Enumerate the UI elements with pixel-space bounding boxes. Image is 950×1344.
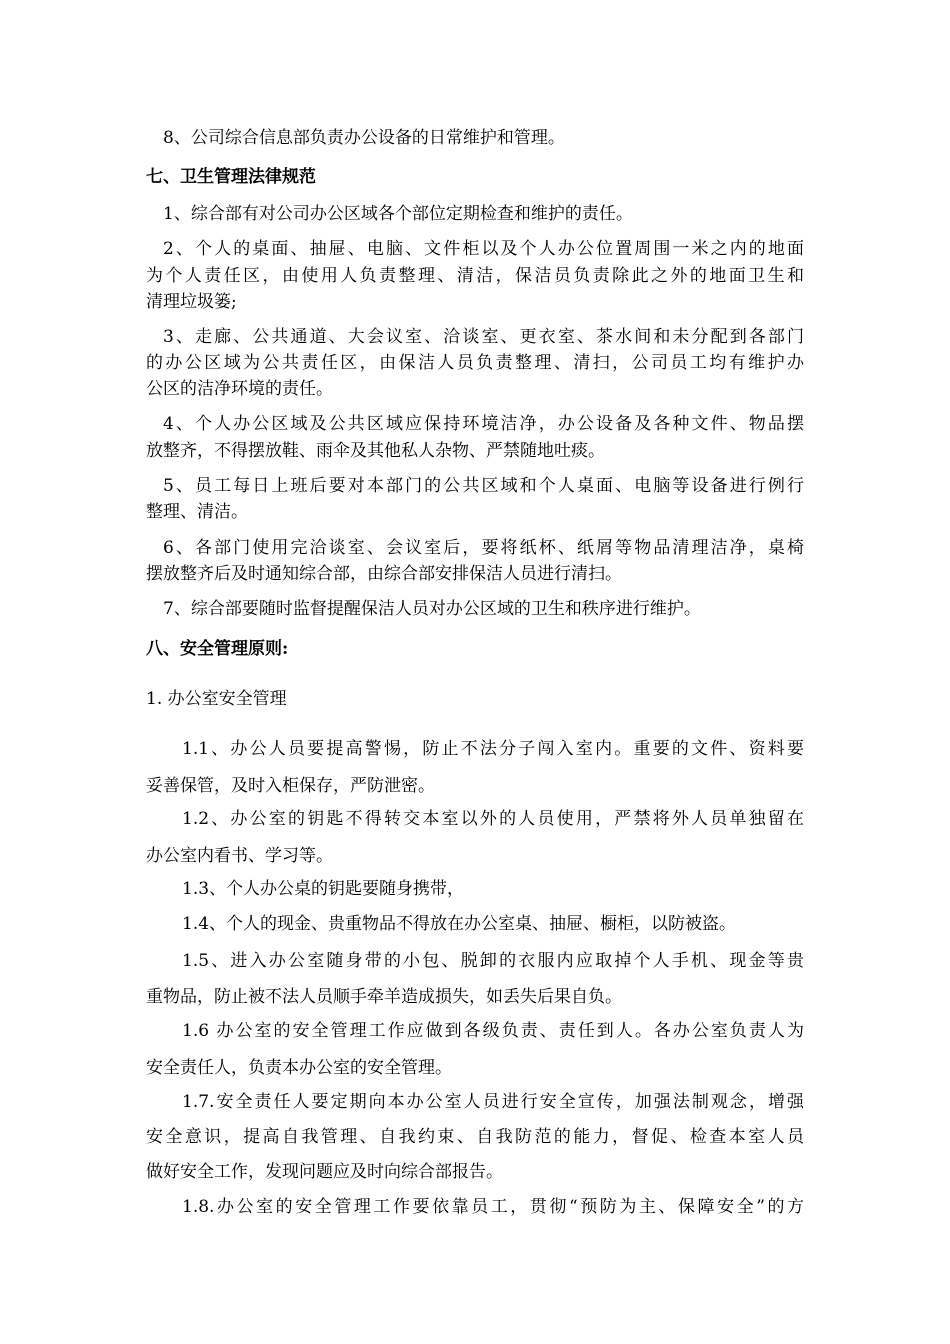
- clause-1-8-line-1: 1.8.办公室的安全管理工作要依靠员工，贯彻“预防为主、保障安全”的方: [182, 1197, 804, 1217]
- item-2-line-2: 为个人责任区，由使用人负责整理、清洁，保洁员负责除此之外的地面卫生和: [146, 266, 804, 286]
- clause-1-6-line-1: 1.6 办公室的安全管理工作应做到各级负责、责任到人。各办公室负责人为: [182, 1021, 804, 1041]
- clause-1-7-line-3: 做好安全工作，发现问题应及时向综合部报告。: [146, 1162, 503, 1182]
- clause-1-7-line-1: 1.7.安全责任人要定期向本办公室人员进行安全宣传，加强法制观念，增强: [182, 1092, 804, 1112]
- item-3-line-2: 的办公区域为公共责任区，由保洁人员负责整理、清扫，公司员工均有维护办: [146, 353, 804, 373]
- clause-1-2-line-1: 1.2、办公室的钥匙不得转交本室以外的人员使用，严禁将外人员单独留在: [182, 809, 804, 829]
- item-3-line-1: 3、走廊、公共通道、大会议室、洽谈室、更衣室、茶水间和未分配到各部门: [163, 327, 804, 347]
- item-8: 8、公司综合信息部负责办公设备的日常维护和管理。: [163, 128, 565, 148]
- clause-1-6-line-2: 安全责任人，负责本办公室的安全管理。: [146, 1058, 452, 1078]
- item-4-line-2: 放整齐，不得摆放鞋、雨伞及其他私人杂物、严禁随地吐痰。: [146, 441, 605, 461]
- clause-1-1-line-1: 1.1、办公人员要提高警惕，防止不法分子闯入室内。重要的文件、资料要: [182, 739, 804, 759]
- item-5-line-2: 整理、清洁。: [146, 502, 248, 522]
- item-6-line-2: 摆放整齐后及时通知综合部，由综合部安排保洁人员进行清扫。: [146, 564, 622, 584]
- clause-1-7-line-2: 安全意识，提高自我管理、自我约束、自我防范的能力，督促、检查本室人员: [146, 1127, 804, 1147]
- clause-1-2-line-2: 办公室内看书、学习等。: [146, 846, 333, 866]
- clause-1-1-line-2: 妥善保管，及时入柜保存，严防泄密。: [146, 776, 435, 796]
- clause-1-5-line-2: 重物品，防止被不法人员顺手牵羊造成损失，如丢失后果自负。: [146, 987, 622, 1007]
- section-heading-8: 八、安全管理原则:: [146, 639, 289, 659]
- item-7: 7、综合部要随时监督提醒保洁人员对办公区域的卫生和秩序进行维护。: [163, 599, 701, 619]
- clause-1-3: 1.3、个人办公桌的钥匙要随身携带，: [182, 879, 465, 899]
- clause-1-5-line-1: 1.5、进入办公室随身带的小包、脱卸的衣服内应取掉个人手机、现金等贵: [182, 951, 804, 971]
- item-6-line-1: 6、各部门使用完洽谈室、会议室后，要将纸杯、纸屑等物品清理洁净，桌椅: [163, 538, 804, 558]
- clause-1-4: 1.4、个人的现金、贵重物品不得放在办公室桌、抽屉、橱柜，以防被盗。: [182, 914, 737, 934]
- item-4-line-1: 4、个人办公区域及公共区域应保持环境洁净，办公设备及各种文件、物品摆: [163, 414, 804, 434]
- section-heading-7: 七、卫生管理法律规范: [146, 167, 316, 187]
- item-3-line-3: 公区的洁净环境的责任。: [146, 379, 333, 399]
- item-1: 1、综合部有对公司办公区域各个部位定期检查和维护的责任。: [163, 204, 633, 224]
- item-5-line-1: 5、员工每日上班后要对本部门的公共区域和个人桌面、电脑等设备进行例行: [163, 476, 804, 496]
- subsection-1-title: 1. 办公室安全管理: [146, 689, 287, 709]
- item-2-line-3: 清理垃圾篓;: [146, 292, 237, 312]
- item-2-line-1: 2、个人的桌面、抽屉、电脑、文件柜以及个人办公位置周围一米之内的地面: [163, 239, 804, 259]
